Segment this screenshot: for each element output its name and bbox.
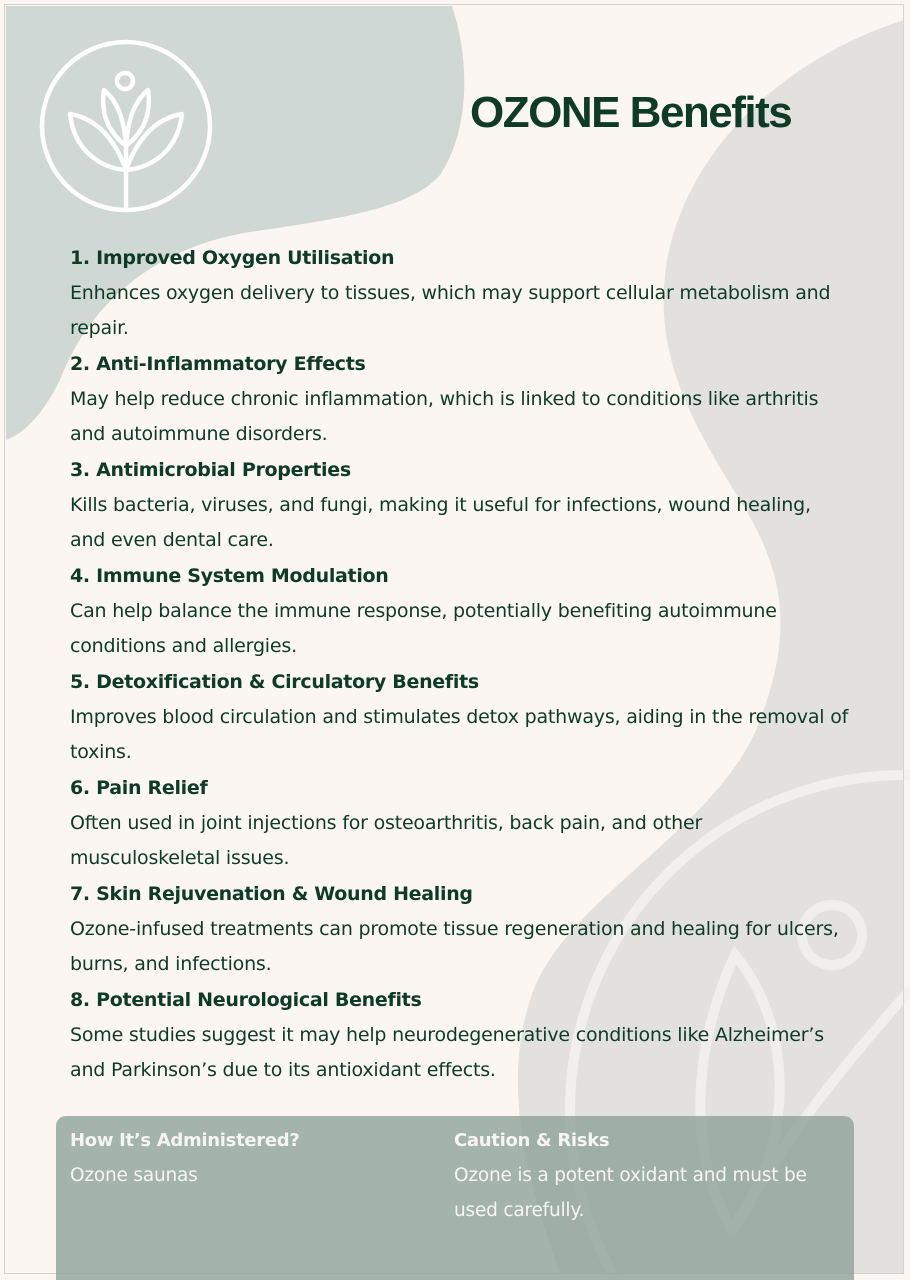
benefit-heading: 2. Anti-Inflammatory Effects [70, 353, 366, 375]
benefit-heading: 5. Detoxification & Circulatory Benefits [70, 671, 479, 693]
benefit-text: Can help balance the immune response, potentially benefiting autoimmune conditions and allergies. [70, 600, 777, 657]
benefit-item [70, 982, 850, 1088]
benefit-item [70, 876, 850, 982]
benefit-text: Improves blood circulation and stimulates detox pathways, aiding in the removal of toxins. [70, 706, 849, 763]
benefit-text: Enhances oxygen delivery to tissues, which may support cellular metabolism and repair. [70, 282, 831, 339]
benefit-heading: 4. Immune System Modulation [70, 565, 389, 587]
administered-section [70, 1124, 430, 1193]
benefit-item [70, 664, 850, 770]
caution-heading: Caution & Risks [454, 1130, 610, 1151]
benefit-item [70, 558, 850, 664]
benefit-text: Often used in joint injections for osteoarthritis, back pain, and other musculoskeletal issues. [70, 812, 703, 869]
benefit-item [70, 240, 850, 346]
administered-heading: How It’s Administered? [70, 1130, 300, 1151]
benefit-item [70, 770, 850, 876]
administered-text: Ozone saunas [70, 1165, 198, 1186]
benefit-heading: 1. Improved Oxygen Utilisation [70, 247, 395, 269]
caution-section [454, 1124, 844, 1228]
benefit-text: Some studies suggest it may help neurodegenerative conditions like Alzheimer’s and Parkinson’s due to its antioxidant effects. [70, 1024, 824, 1081]
benefit-heading: 8. Potential Neurological Benefits [70, 989, 422, 1011]
benefit-heading: 6. Pain Relief [70, 777, 208, 799]
benefit-item [70, 346, 850, 452]
benefit-text: May help reduce chronic inflammation, which is linked to conditions like arthritis and autoimmune disorders. [70, 388, 819, 445]
benefit-text: Kills bacteria, viruses, and fungi, making it useful for infections, wound healing, and even dental care. [70, 494, 811, 551]
benefits-list [70, 240, 850, 1088]
benefit-item [70, 452, 850, 558]
benefit-text: Ozone-infused treatments can promote tissue regeneration and healing for ulcers, burns, and infections. [70, 918, 839, 975]
lotus-logo-icon [38, 38, 214, 214]
info-panel [56, 1116, 854, 1280]
caution-text: Ozone is a potent oxidant and must be used carefully. [454, 1165, 807, 1221]
benefit-heading: 7. Skin Rejuvenation & Wound Healing [70, 883, 473, 905]
benefit-heading: 3. Antimicrobial Properties [70, 459, 351, 481]
page-title: OZONE Benefits [470, 88, 792, 137]
